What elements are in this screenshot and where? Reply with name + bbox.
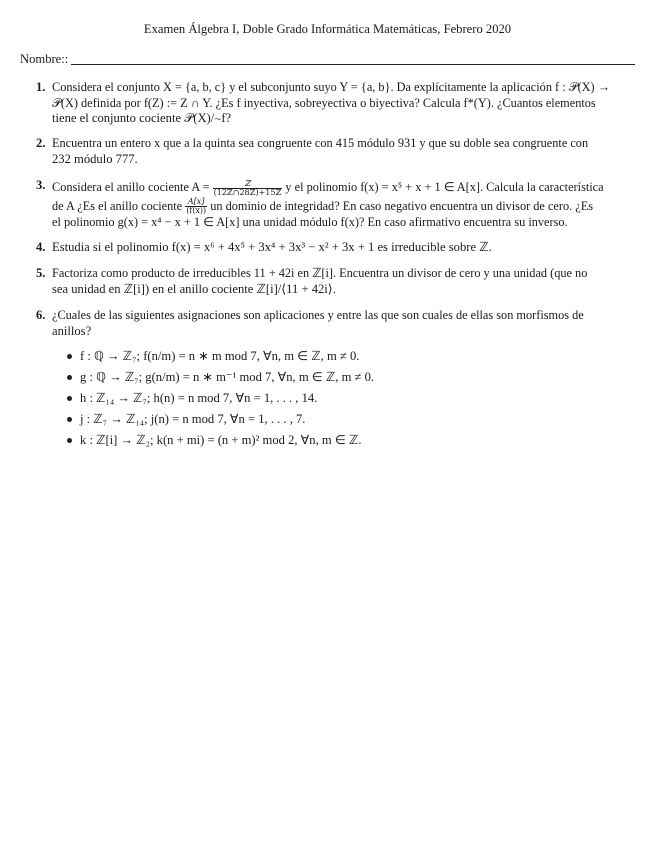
question-line: sea unidad en ℤ[i]) en el anillo cociente ℤ[i]/⟨11 + 42i⟩. (52, 281, 336, 296)
question-line: ¿Cuales de las siguientes asignaciones son aplicaciones y entre las que son cuales de ellas son morfismos de (52, 308, 584, 322)
bullet-icon (67, 417, 72, 422)
list-item: f : ℚ → ℤ₇; f(n/m) = n ∗ m mod 7, ∀n, m ∈ ℤ, m ≠ 0. (67, 348, 627, 369)
question-3 (20, 178, 635, 231)
question-line: Considera el conjunto X = {a, b, c} y el subconjunto suyo Y = {a, b}. Da explícitamente la aplicación f : 𝒫(X) → (52, 80, 611, 94)
mapping-list (67, 348, 627, 453)
question-text: de A ¿Es el anillo cociente (52, 198, 183, 213)
question-number: 5. (36, 266, 46, 280)
question-line: 𝒫(X) definida por f(Z) := Z ∩ Y. ¿Es f inyectiva, sobreyectiva o biyectiva? Calcula f*(Y). ¿Cuantos elementos (52, 95, 596, 110)
question-number: 6. (36, 308, 46, 322)
name-label: Nombre:: (20, 52, 69, 66)
quotient-ring-fraction: $\frac{\text{ℤ}}{\text{(12ℤ∩28ℤ)+15ℤ}}$ (213, 178, 282, 197)
question-number: 1. (36, 80, 46, 94)
list-item: g : ℚ → ℤ₇; g(n/m) = n ∗ m⁻¹ mod 7, ∀n, m ∈ ℤ, m ≠ 0. (67, 369, 627, 390)
list-item: h : ℤ₁₄ → ℤ₇; h(n) = n mod 7, ∀n = 1, . . . , 14. (67, 390, 627, 411)
question-6 (20, 308, 635, 339)
question-number: 3. (36, 178, 46, 192)
name-underline (71, 64, 635, 65)
question-5 (20, 266, 635, 297)
question-2 (20, 136, 635, 167)
bullet-icon (67, 375, 72, 380)
name-field[interactable] (20, 52, 635, 68)
question-number: 2. (36, 136, 46, 150)
question-line: 232 módulo 777. (52, 151, 138, 166)
list-item: j : ℤ₇ → ℤ₁₄; j(n) = n mod 7, ∀n = 1, . . . , 7. (67, 411, 627, 432)
exam-title: Examen Álgebra I, Doble Grado Informática Matemáticas, Febrero 2020 (143, 22, 512, 36)
question-4 (20, 240, 635, 256)
question-text: Considera el anillo cociente A = (52, 180, 210, 194)
question-line: tiene el conjunto cociente 𝒫(X)/∼f? (52, 111, 232, 126)
question-1 (20, 80, 635, 127)
bullet-icon (67, 438, 72, 443)
question-line: Estudia si el polinomio f(x) = x⁶ + 4x⁵ + 3x⁴ + 3x³ − x² + 3x + 1 es irreducible sobre ℤ. (52, 240, 492, 254)
question-line: el polinomio g(x) = x⁴ − x + 1 ∈ A[x] una unidad módulo f(x)? En caso afirmativo encuentra su inverso. (52, 215, 568, 230)
question-text: y el polinomio f(x) = x⁵ + x + 1 ∈ A[x]. Calcula la característica (285, 180, 604, 194)
question-line: Factoriza como producto de irreducibles 11 + 42i en ℤ[i]. Encuentra un divisor de cero y una unidad (que no (52, 266, 588, 280)
list-item: k : ℤ[i] → ℤ₂; k(n + mi) = (n + m)² mod 2, ∀n, m ∈ ℤ. (67, 432, 627, 453)
question-line: Encuentra un entero x que a la quinta sea congruente con 415 módulo 931 y que su doble sea congruente con (52, 136, 589, 150)
bullet-icon (67, 396, 72, 401)
question-line: anillos? (52, 323, 92, 338)
polynomial-quotient-fraction: $\frac{A[x]}{(f(x))}$ (186, 197, 207, 216)
question-number: 4. (36, 240, 46, 254)
question-text: un dominio de integridad? En caso negativo encuentra un divisor de cero. ¿Es (210, 198, 594, 213)
bullet-icon (67, 354, 72, 359)
